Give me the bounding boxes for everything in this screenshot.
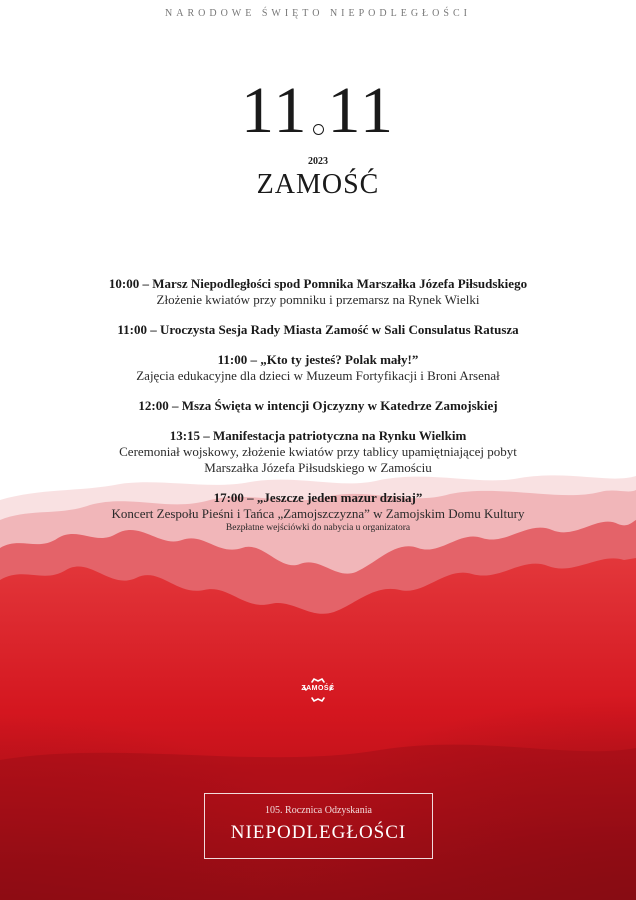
event-title: 11:00 – Uroczysta Sesja Rady Miasta Zamość w Sali Consulatus Ratusza (117, 322, 519, 337)
event-description: Koncert Zespołu Pieśni i Tańca „Zamojszczyzna” w Zamojskim Domu Kultury (111, 506, 525, 521)
event-title: 12:00 – Msza Święta w intencji Ojczyzny w Katedrze Zamojskiej (138, 398, 498, 413)
event-date (0, 74, 636, 147)
header-title: NARODOWE ŚWIĘTO NIEPODLEGŁOŚCI (165, 8, 471, 19)
event-title: 17:00 – „Jeszcze jeden mazur dzisiaj” (213, 490, 423, 505)
event-item (40, 490, 596, 534)
anniversary-title: NIEPODLEGŁOŚCI (230, 822, 407, 843)
date-separator-dot (313, 124, 324, 135)
anniversary-subtitle: 105. Rocznica Odzyskania (265, 805, 372, 816)
event-item (40, 352, 596, 384)
event-description: Zajęcia edukacyjne dla dzieci w Muzeum Fortyfikacji i Broni Arsenał (136, 368, 500, 383)
date-day: 11 (240, 74, 309, 147)
event-item (40, 428, 596, 476)
event-title: 10:00 – Marsz Niepodległości spod Pomnika Marszałka Józefa Piłsudskiego (108, 276, 528, 291)
date-month: 11 (327, 74, 396, 147)
event-item (40, 276, 596, 308)
event-description: Ceremoniał wojskowy, złożenie kwiatów przy tablicy upamiętniającej pobyt (119, 444, 517, 459)
event-note: Bezpłatne wejściówki do nabycia u organizatora (225, 523, 411, 533)
event-title: 11:00 – „Kto ty jesteś? Polak mały!” (217, 352, 419, 367)
date-year: 2023 (308, 156, 328, 167)
city-logo (297, 676, 339, 706)
city-logo-text: ZAMOŚĆ (301, 685, 335, 692)
date-block (0, 74, 636, 201)
event-item (40, 322, 596, 338)
anniversary-box (204, 793, 433, 859)
city-name: ZAMOŚĆ (256, 169, 380, 200)
event-item (40, 398, 596, 414)
event-title: 13:15 – Manifestacja patriotyczna na Rynku Wielkim (169, 428, 467, 443)
event-description: Złożenie kwiatów przy pomniku i przemarsz na Rynek Wielki (156, 292, 480, 307)
event-schedule (40, 276, 596, 548)
event-description: Marszałka Józefa Piłsudskiego w Zamościu (204, 460, 432, 475)
